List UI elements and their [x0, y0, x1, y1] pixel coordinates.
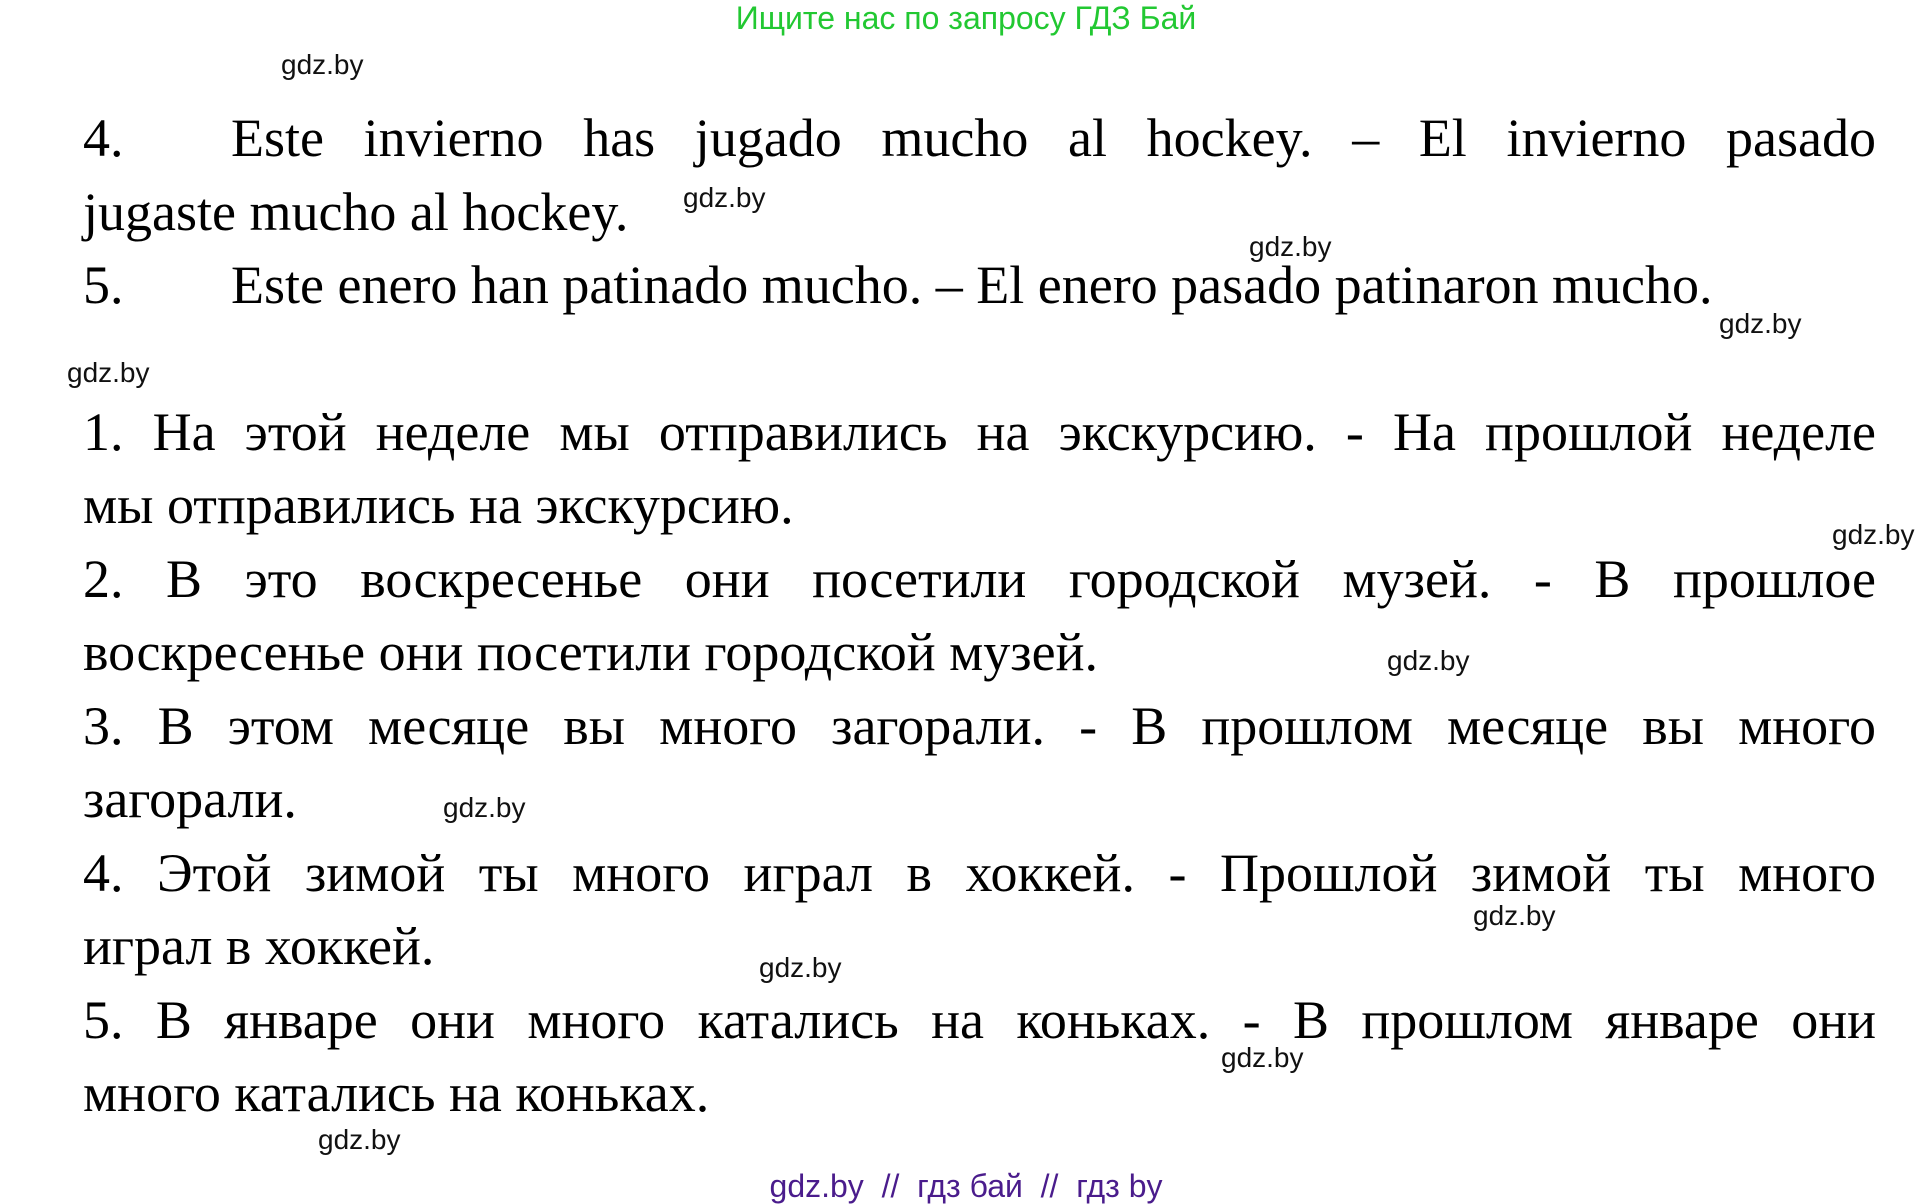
watermark: gdz.by [759, 952, 842, 983]
watermark: gdz.by [281, 49, 364, 80]
russian-item-4-line1: 4. Этой зимой ты много играл в хоккей. - Прошлой зимой ты много [83, 843, 1876, 903]
russian-item-3-line1: 3. В этом месяце вы много загорали. - В прошлом месяце вы много [83, 696, 1876, 756]
watermark: gdz.by [1249, 231, 1332, 262]
russian-item-2-line2: воскресенье они посетили городской музей. [83, 622, 1099, 682]
sentence-text: Este enero han patinado mucho. – El enero pasado patinaron mucho. [231, 255, 1713, 315]
watermark: gdz.by [1719, 308, 1802, 339]
item-number: 4. [83, 108, 124, 168]
sentence-text: Este invierno has jugado mucho al hockey. – El invierno pasado [231, 108, 1876, 168]
russian-item-4-line2: играл в хоккей. [83, 916, 435, 976]
watermark: gdz.by [443, 792, 526, 823]
russian-item-1-line2: мы отправились на экскурсию. [83, 475, 794, 535]
item-number: 5. [83, 255, 124, 315]
russian-item-5-line1: 5. В январе они много катались на коньках. - В прошлом январе они [83, 990, 1876, 1050]
russian-item-3-line2: загорали. [83, 769, 297, 829]
spanish-item-5-line1 [83, 255, 1876, 315]
watermark: gdz.by [318, 1124, 401, 1155]
site-footer-links: gdz.by // гдз бай // гдз by [769, 1168, 1163, 1204]
spanish-item-4-line1 [83, 108, 1876, 168]
watermark: gdz.by [1832, 519, 1915, 550]
russian-item-2-line1: 2. В это воскресенье они посетили городской музей. - В прошлое [83, 549, 1876, 609]
watermark: gdz.by [1473, 900, 1556, 931]
watermark: gdz.by [1221, 1042, 1304, 1073]
watermark: gdz.by [683, 182, 766, 213]
site-search-banner: Ищите нас по запросу ГДЗ Бай [735, 0, 1197, 36]
spanish-item-4-line2: jugaste mucho al hockey. [83, 182, 629, 242]
russian-item-5-line2: много катались на коньках. [83, 1063, 710, 1123]
russian-item-1-line1: 1. На этой неделе мы отправились на экскурсию. - На прошлой неделе [83, 402, 1876, 462]
watermark: gdz.by [1387, 645, 1470, 676]
watermark: gdz.by [67, 357, 150, 388]
